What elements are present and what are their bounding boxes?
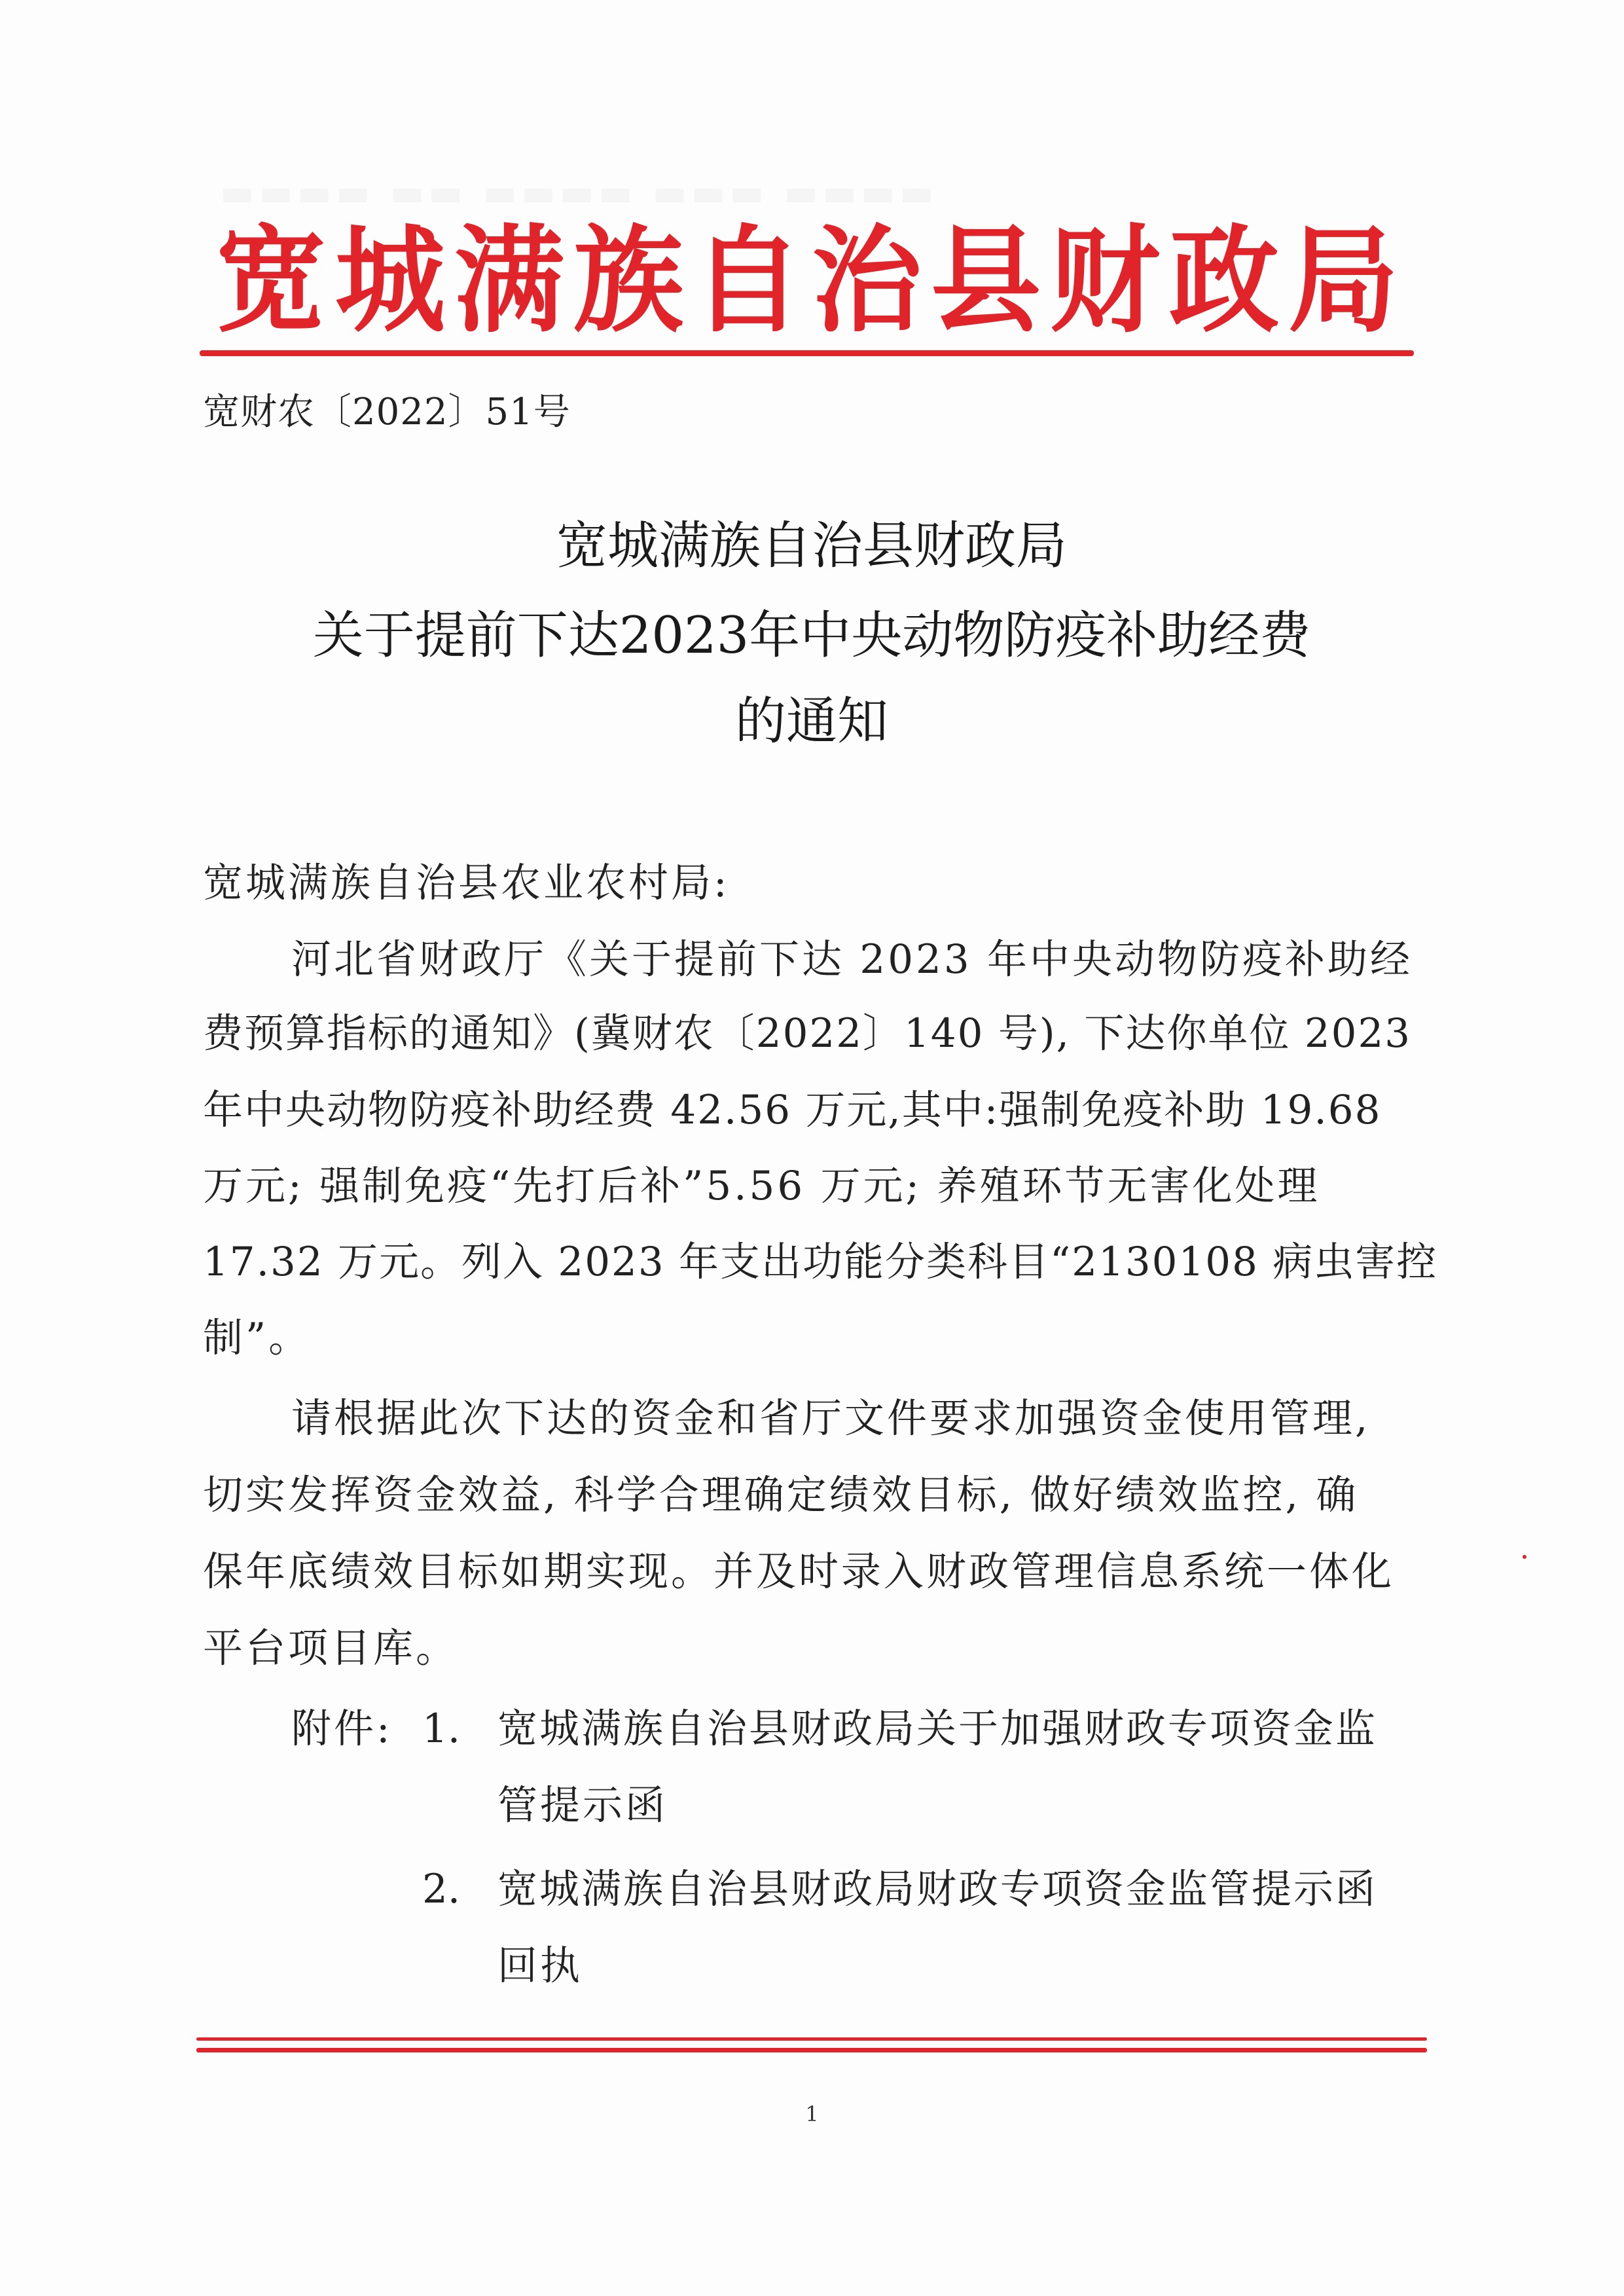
attachment-2-line: 回执	[497, 1942, 583, 1989]
document-number: 宽财农〔2022〕51号	[203, 391, 571, 433]
paragraph-1-line: 制”。	[203, 1315, 312, 1361]
bleed-through-text: ▬▬▬▬ ▬▬▬ ▬▬▬▬ ▬▬ ▬▬▬▬	[216, 177, 934, 219]
attachment-1-line: 管提示函	[497, 1782, 668, 1829]
title-line-1: 宽城满族自治县财政局	[556, 517, 1067, 575]
title-line-2: 关于提前下达2023年中央动物防疫补助经费	[312, 606, 1311, 665]
attachment-2-line: 宽城满族自治县财政局财政专项资金监管提示函	[497, 1866, 1378, 1912]
header-red-rule	[200, 350, 1414, 356]
paragraph-2-line: 切实发挥资金效益, 科学合理确定绩效目标, 做好绩效监控, 确	[203, 1472, 1359, 1518]
paragraph-2-line: 请根据此次下达的资金和省厅文件要求加强资金使用管理,	[291, 1395, 1371, 1442]
paragraph-1-line: 费预算指标的通知》(冀财农〔2022〕140 号), 下达你单位 2023	[203, 1010, 1412, 1057]
org-header-title: 宽城满族自治县财政局	[216, 213, 1407, 348]
paragraph-2-line: 保年底绩效目标如期实现。并及时录入财政管理信息系统一体化	[203, 1548, 1395, 1595]
stray-red-mark	[1523, 1555, 1526, 1559]
paragraph-2-line: 平台项目库。	[203, 1625, 459, 1671]
paragraph-1-line: 年中央动物防疫补助经费 42.56 万元,其中:强制免疫补助 19.68	[203, 1087, 1382, 1133]
title-line-3: 的通知	[734, 692, 888, 751]
paragraph-1-line: 河北省财政厅《关于提前下达 2023 年中央动物防疫补助经	[291, 936, 1413, 983]
attachment-1-line: 宽城满族自治县财政局关于加强财政专项资金监	[497, 1705, 1378, 1752]
paragraph-1-line: 万元; 强制免疫“先打后补”5.56 万元; 养殖环节无害化处理	[203, 1163, 1320, 1209]
salutation: 宽城满族自治县农业农村局:	[203, 860, 730, 906]
attachments-label: 附件:	[291, 1705, 393, 1752]
paragraph-1-line: 17.32 万元。列入 2023 年支出功能分类科目“2130108 病虫害控	[203, 1239, 1438, 1285]
footer-red-rule-bottom	[196, 2048, 1427, 2052]
footer-red-rule-top	[196, 2037, 1427, 2041]
page-number: 1	[805, 2102, 819, 2126]
attachment-1-number: 1.	[422, 1705, 461, 1752]
attachment-2-number: 2.	[422, 1866, 461, 1912]
